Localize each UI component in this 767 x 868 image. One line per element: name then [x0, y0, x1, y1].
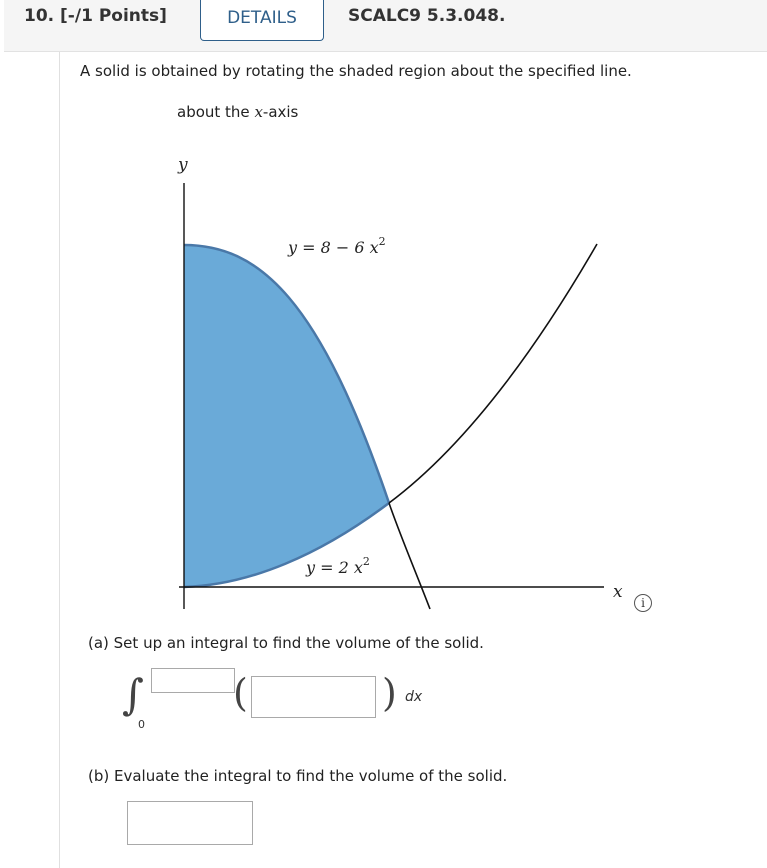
upper-limit-input[interactable] [151, 668, 235, 693]
x-axis-label: x [613, 582, 623, 602]
upper-curve-extension [389, 503, 430, 609]
rotation-axis-text: about the x-axis [177, 103, 299, 121]
integral-sign-icon: ∫ [122, 670, 144, 719]
details-button[interactable]: DETAILS [200, 0, 324, 41]
problem-code: SCALC9 5.3.048. [348, 6, 506, 26]
left-paren: ( [233, 671, 248, 715]
integral-lower-limit: 0 [138, 718, 145, 731]
problem-prompt: A solid is obtained by rotating the shaded region about the specified line. [80, 62, 632, 80]
y-axis-label: y [178, 155, 188, 175]
upper-curve-label: y = 8 − 6 $x^2$ [288, 235, 386, 257]
part-a-label: (a) Set up an integral to find the volume of the solid. [88, 634, 484, 652]
volume-answer-input[interactable] [127, 801, 253, 845]
lower-curve-label: y = 2 $x^2$ [306, 555, 370, 577]
right-paren: ) [382, 671, 397, 715]
lower-curve-extension [389, 244, 597, 503]
info-icon[interactable]: i [634, 594, 652, 612]
integrand-input[interactable] [251, 676, 376, 718]
dx-label: dx [405, 689, 423, 705]
question-number: 10. [-/1 Points] [24, 6, 167, 26]
part-b-label: (b) Evaluate the integral to find the volume of the solid. [88, 767, 508, 785]
